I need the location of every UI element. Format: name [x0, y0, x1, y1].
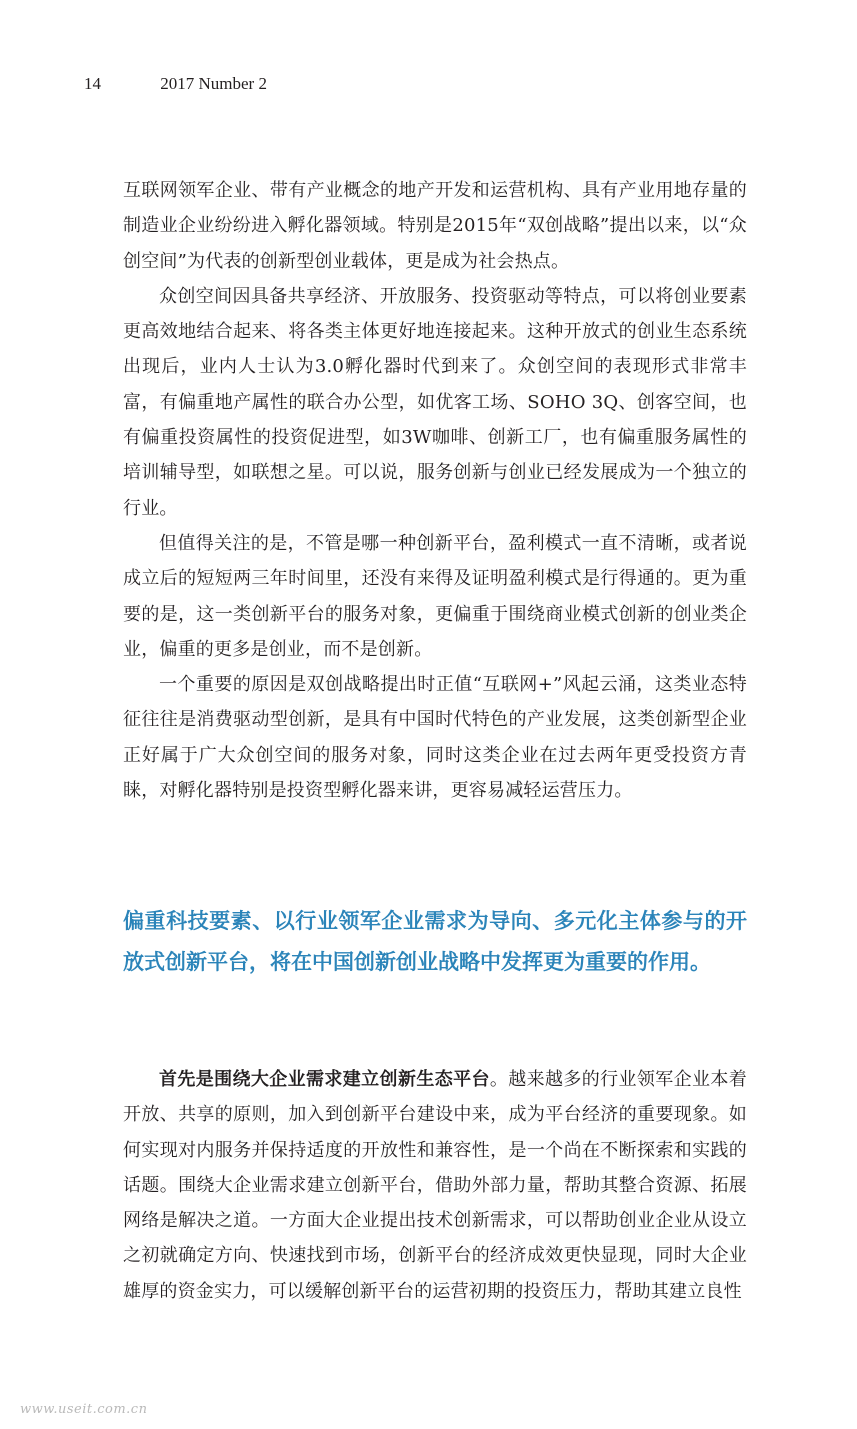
paragraph-5-text: 。越来越多的行业领军企业本着开放、共享的原则，加入到创新平台建设中来，成为平台经济的重要现象。如何实现对内服务并保持适度的开放性和兼容性，是一个尚在不断探索和实践的话题。围绕大企业需求建立创新平台，借助外部力量，帮助其整合资源、拓展网络是解决之道。一方面大企业提出技术创新需求，可以帮助创业企业从设立之初就确定方向、快速找到市场，创新平台的经济成效更快显现，同时大企业雄厚的资金实力，可以缓解创新平台的运营初期的投资压力，帮助其建立良性: [123, 1069, 747, 1302]
watermark: www.useit.com.cn: [20, 1402, 148, 1417]
paragraph-2: 众创空间因具备共享经济、开放服务、投资驱动等特点，可以将创业要素更高效地结合起来、将各类主体更好地连接起来。这种开放式的创业生态系统出现后，业内人士认为3.0孵化器时代到来了。众创空间的表现形式非常丰富，有偏重地产属性的联合办公型，如优客工场、SOHO 3Q、创客空间，也有偏重投资属性的投资促进型，如3W咖啡、创新工厂，也有偏重服务属性的培训辅导型，如联想之星。可以说，服务创新与创业已经发展成为一个独立的行业。: [123, 285, 747, 519]
pull-quote: 偏重科技要素、以行业领军企业需求为导向、多元化主体参与的开放式创新平台，将在中国创新创业战略中发挥更为重要的作用。: [123, 909, 747, 974]
paragraph-1: 互联网领军企业、带有产业概念的地产开发和运营机构、具有产业用地存量的制造业企业纷纷进入孵化器领域。特别是2015年“双创战略”提出以来，以“众创空间”为代表的创新型创业载体，更是成为社会热点。: [123, 180, 747, 272]
issue-label: 2017 Number 2: [160, 74, 267, 93]
paragraph-3: 但值得关注的是，不管是哪一种创新平台，盈利模式一直不清晰，或者说成立后的短短两三年时间里，还没有来得及证明盈利模式是行得通的。更为重要的是，这一类创新平台的服务对象，更偏重于围绕商业模式创新的创业类企业，偏重的更多是创业，而不是创新。: [123, 532, 747, 660]
running-header: [84, 74, 267, 94]
page-number: 14: [84, 74, 101, 93]
lead-phrase: 首先是围绕大企业需求建立创新生态平台: [159, 1069, 490, 1090]
paragraph-4: 一个重要的原因是双创战略提出时正值“互联网+”风起云涌，这类业态特征往往是消费驱动型创新，是具有中国时代特色的产业发展，这类创新型企业正好属于广大众创空间的服务对象，同时这类企业在过去两年更受投资方青睐，对孵化器特别是投资型孵化器来讲，更容易减轻运营压力。: [123, 674, 747, 802]
article-section-1: [123, 173, 747, 808]
paragraph-5: [123, 1062, 747, 1309]
article-section-2: [123, 1062, 747, 1309]
